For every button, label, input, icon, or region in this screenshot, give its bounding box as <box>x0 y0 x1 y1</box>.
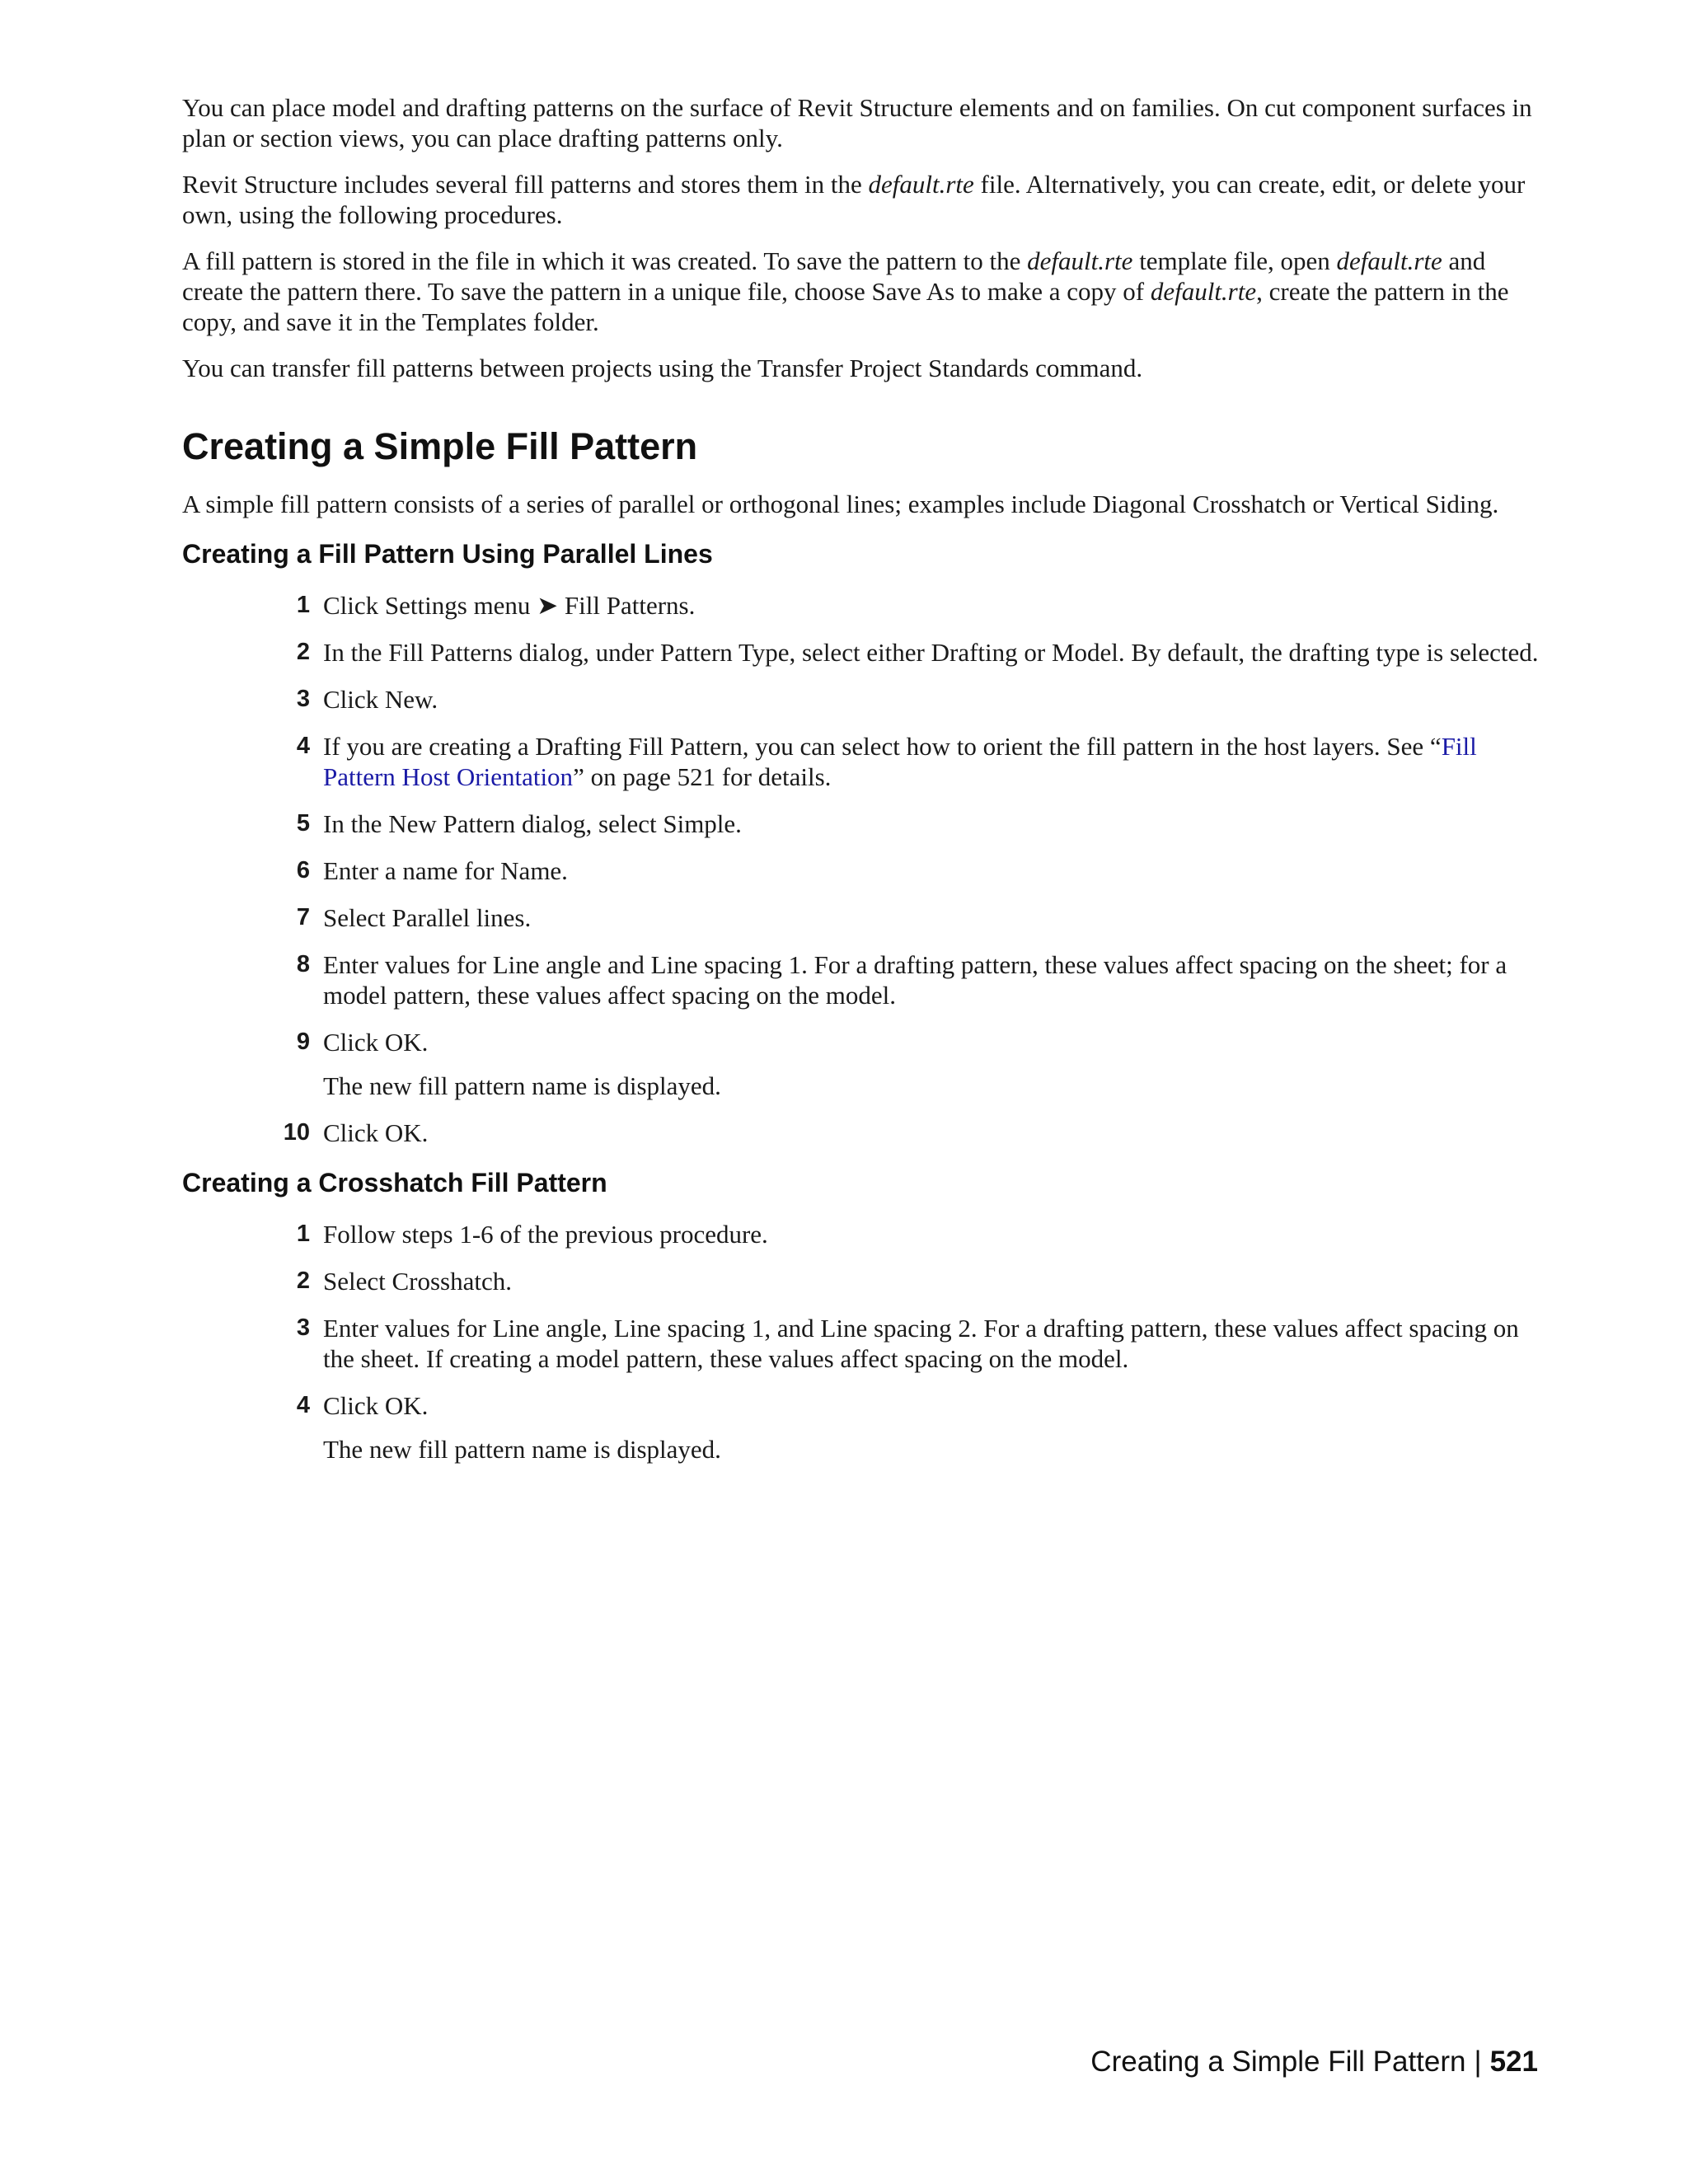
list-item <box>182 1027 1540 1101</box>
list-item <box>182 1219 1540 1249</box>
step-note: The new fill pattern name is displayed. <box>323 1071 721 1100</box>
list-item <box>182 1118 1540 1148</box>
step-text: If you are creating a Drafting Fill Pattern, you can select how to orient the fill pattern in the host layers. See “ <box>323 732 1442 761</box>
step-number: 2 <box>296 1268 310 1294</box>
list-item <box>182 808 1540 839</box>
fill-pattern-host-orientation-link[interactable]: Fill Pattern Host Orientation <box>323 732 1477 791</box>
step-number: 3 <box>296 1315 310 1341</box>
intro-paragraph-4: You can transfer fill patterns between projects using the Transfer Project Standards command. <box>182 354 1143 382</box>
list-item <box>182 1313 1540 1374</box>
step-text: In the Fill Patterns dialog, under Pattern Type, select either Drafting or Model. By default, the drafting type is selected. <box>323 638 1539 667</box>
step-text: Click OK. <box>323 1028 429 1057</box>
subheading-crosshatch: Creating a Crosshatch Fill Pattern <box>182 1168 607 1197</box>
text-run: file. Alternatively, you can create, edit, or delete your own, using the following procedures. <box>182 170 1526 229</box>
list-item <box>182 855 1540 886</box>
footer-separator: | <box>1474 2046 1482 2078</box>
list-item <box>182 1266 1540 1296</box>
step-number: 2 <box>296 639 310 665</box>
page-footer <box>1090 2044 1538 2080</box>
subheading-parallel-lines: Creating a Fill Pattern Using Parallel Lines <box>182 539 713 569</box>
step-number: 8 <box>296 951 310 977</box>
text-run: , create the pattern in the copy, and save it in the Templates folder. <box>182 277 1509 336</box>
step-number: 9 <box>296 1029 310 1055</box>
list-item <box>182 1390 1540 1465</box>
step-number: 4 <box>296 1392 310 1418</box>
text-run: template file, open <box>1132 246 1337 275</box>
step-text: Click OK. <box>323 1391 429 1420</box>
step-number: 3 <box>296 686 310 712</box>
step-number: 10 <box>283 1119 310 1146</box>
step-number: 5 <box>296 810 310 837</box>
step-number: 7 <box>296 904 310 930</box>
section-heading: Creating a Simple Fill Pattern <box>182 425 698 467</box>
list-item <box>182 637 1540 668</box>
crosshatch-steps-list <box>182 1219 1540 1465</box>
filename-emphasis: default.rte <box>1027 246 1133 275</box>
filename-emphasis: default.rte <box>1150 277 1257 306</box>
filename-emphasis: default.rte <box>868 170 974 199</box>
step-text: Follow steps 1-6 of the previous procedure. <box>323 1220 768 1249</box>
footer-title: Creating a Simple Fill Pattern <box>1090 2046 1466 2078</box>
step-number: 1 <box>296 592 310 618</box>
step-text: Enter a name for Name. <box>323 856 568 885</box>
step-number: 1 <box>296 1221 310 1247</box>
list-item <box>182 590 1540 621</box>
section-description: A simple fill pattern consists of a series of parallel or orthogonal lines; examples include Diagonal Crosshatch or Vertical Siding. <box>182 490 1499 518</box>
step-number: 6 <box>296 857 310 883</box>
intro-paragraph-3 <box>182 246 1540 337</box>
page-number: 521 <box>1489 2046 1538 2078</box>
intro-paragraph-1: You can place model and drafting patterns on the surface of Revit Structure elements and on families. On cut component surfaces in plan or section views, you can place drafting patterns only. <box>182 93 1532 152</box>
step-note: The new fill pattern name is displayed. <box>323 1435 721 1464</box>
text-run: Revit Structure includes several fill patterns and stores them in the <box>182 170 869 199</box>
step-text: Enter values for Line angle and Line spacing 1. For a drafting pattern, these values affect spacing on the sheet; for a model pattern, these values affect spacing on the model. <box>323 950 1507 1010</box>
step-text: Select Crosshatch. <box>323 1267 513 1296</box>
intro-paragraph-2 <box>182 169 1540 230</box>
filename-emphasis: default.rte <box>1336 246 1442 275</box>
page-content <box>182 92 1540 1481</box>
text-run: and create the pattern there. To save the pattern in a unique file, choose Save As to make a copy of <box>182 246 1486 306</box>
step-number: 4 <box>296 733 310 759</box>
list-item <box>182 731 1540 792</box>
parallel-steps-list <box>182 590 1540 1148</box>
step-text: Click New. <box>323 685 438 714</box>
step-text: Click OK. <box>323 1118 429 1147</box>
text-run: A fill pattern is stored in the file in which it was created. To save the pattern to the <box>182 246 1028 275</box>
step-text: ” on page 521 for details. <box>573 762 832 791</box>
list-item <box>182 684 1540 715</box>
list-item <box>182 949 1540 1010</box>
list-item <box>182 902 1540 933</box>
step-text: Select Parallel lines. <box>323 903 532 932</box>
step-text: Enter values for Line angle, Line spacing 1, and Line spacing 2. For a drafting pattern, these values affect spacing on the sheet. If creating a model pattern, these values affect spacing on the model. <box>323 1314 1519 1373</box>
step-text: Click Settings menu ➤ Fill Patterns. <box>323 591 696 620</box>
step-text: In the New Pattern dialog, select Simple. <box>323 809 742 838</box>
